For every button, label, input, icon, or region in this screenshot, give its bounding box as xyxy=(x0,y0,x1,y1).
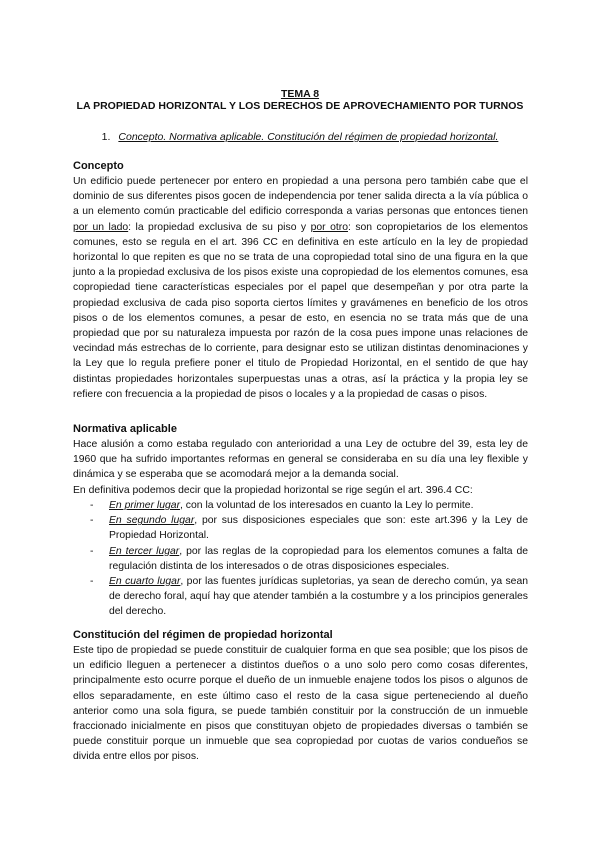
paragraph-constitucion: Este tipo de propiedad se puede constituir de cualquier forma en que sea posible; que los pisos de un edificio lleguen a pertenecer a distintos dueños o a uno solo pero como cosas diferentes, principalmente esto ocurre porque el dueño de un inmueble enajene todos los pisos o algunos de ellos separadamente, en este último caso el resto de la casa sigue perteneciendo al dueño anterior como una sola figura, se puede también constituir por la construcción de un inmueble fraccionado inicialmente en pisos que constituyan objeto de propiedades diversas o también se puede constituir porque un inmueble que sea copropiedad por cuotas de varios condueños se divida entre ellos por pisos. xyxy=(73,645,528,763)
section-subtitle xyxy=(0,131,600,143)
list-item-label: En primer lugar xyxy=(109,500,181,511)
list-item-text: , por las fuentes jurídicas supletorias, ya sean de derecho común, ya sean de derecho foral, aquí hay que atender también a la costumbre y a los principios generales del derecho. xyxy=(109,576,529,618)
heading-normativa: Normativa aplicable xyxy=(73,423,177,435)
list-dash: - xyxy=(90,576,94,588)
list-item xyxy=(73,544,528,574)
list-item-text: , por las reglas de la copropiedad para los elementos comunes a falta de regulación distinta de los interesados o de otras disposiciones especiales. xyxy=(109,545,528,572)
topic-number: TEMA 8 xyxy=(280,88,320,100)
paragraph-concepto xyxy=(73,174,528,402)
concepto-underline-1: por un lado xyxy=(73,221,129,233)
list-item-label: En segundo lugar xyxy=(109,515,195,527)
list-dash: - xyxy=(90,545,94,557)
subtitle-text: Concepto. Normativa aplicable. Constitución del régimen de propiedad horizontal. xyxy=(118,131,499,143)
concepto-text-b: : la propiedad exclusiva de su piso y xyxy=(128,221,311,233)
list-item xyxy=(73,498,528,513)
document-title: LA PROPIEDAD HORIZONTAL Y LOS DERECHOS DE APROVECHAMIENTO POR TURNOS xyxy=(76,100,524,112)
list-item-text: , por sus disposiciones especiales que son: este art.396 y la Ley de Propiedad Horizontal. xyxy=(109,515,528,542)
list-item-label: En cuarto lugar xyxy=(109,576,181,588)
normativa-list xyxy=(73,498,528,620)
list-dash: - xyxy=(90,500,94,511)
list-item xyxy=(73,513,528,543)
concepto-text-c: : son copropietarios de los elementos comunes, esto se regula en el art. 396 CC en definitiva en este artículo en la ley de propiedad horizontal lo que repiten es que no se trata de una copropiedad total sino de una figura en la que junto a la propiedad exclusiva de los pisos existe una copropiedad de los elementos comunes, esa copropiedad tiene características especiales por el papel que desempeñan y por otra parte la propiedad exclusiva de cada piso soporta ciertos límites y gravámenes en beneficio de los otros pisos o de los elementos comunes, a pesar de esto, en esencia no se trata más que de una propiedad que por su naturaleza impuesta por razón de la cosa pues impone unas relaciones de vecindad más estrechas de lo corriente, para designar esto se utilizan distintas denominaciones y la Ley que lo regula prefiere poner el titulo de Propiedad Horizontal, en el sentido de que hay distintas propiedades horizontales superpuestas unas a otras, así la práctica y la propia ley se refiere con frecuencia a la propiedad de pisos o locales y a la propiedad de casas o pisos. xyxy=(73,221,528,400)
list-item-label: En tercer lugar xyxy=(109,545,180,557)
list-item xyxy=(73,574,528,620)
paragraph-normativa-lead: En definitiva podemos decir que la propiedad horizontal se rige según el art. 396.4 CC: xyxy=(73,485,473,496)
heading-concepto: Concepto xyxy=(73,160,124,172)
concepto-underline-2: por otro xyxy=(310,221,348,233)
subtitle-number: 1. xyxy=(101,131,111,143)
list-item-text: , con la voluntad de los interesados en cuanto la Ley lo permite. xyxy=(180,500,474,511)
concepto-text-a: Un edificio puede pertenecer por entero en propiedad a una persona pero también cabe que el dominio de sus diferentes pisos gocen de independencia por tener salida directa a la vía pública o a un elemento común practicable del edificio corresponda a varias personas que entonces tienen xyxy=(73,176,528,218)
list-dash: - xyxy=(90,515,94,527)
paragraph-normativa-intro: Hace alusión a como estaba regulado con anterioridad a una Ley de octubre del 39, esta ley de 1960 que ha sufrido importantes reformas en general se consideraba en su día una ley flexible y dinámica y se esperaba que se acomodará mejor a la demanda social. xyxy=(73,439,528,481)
heading-constitucion: Constitución del régimen de propiedad horizontal xyxy=(73,629,333,641)
